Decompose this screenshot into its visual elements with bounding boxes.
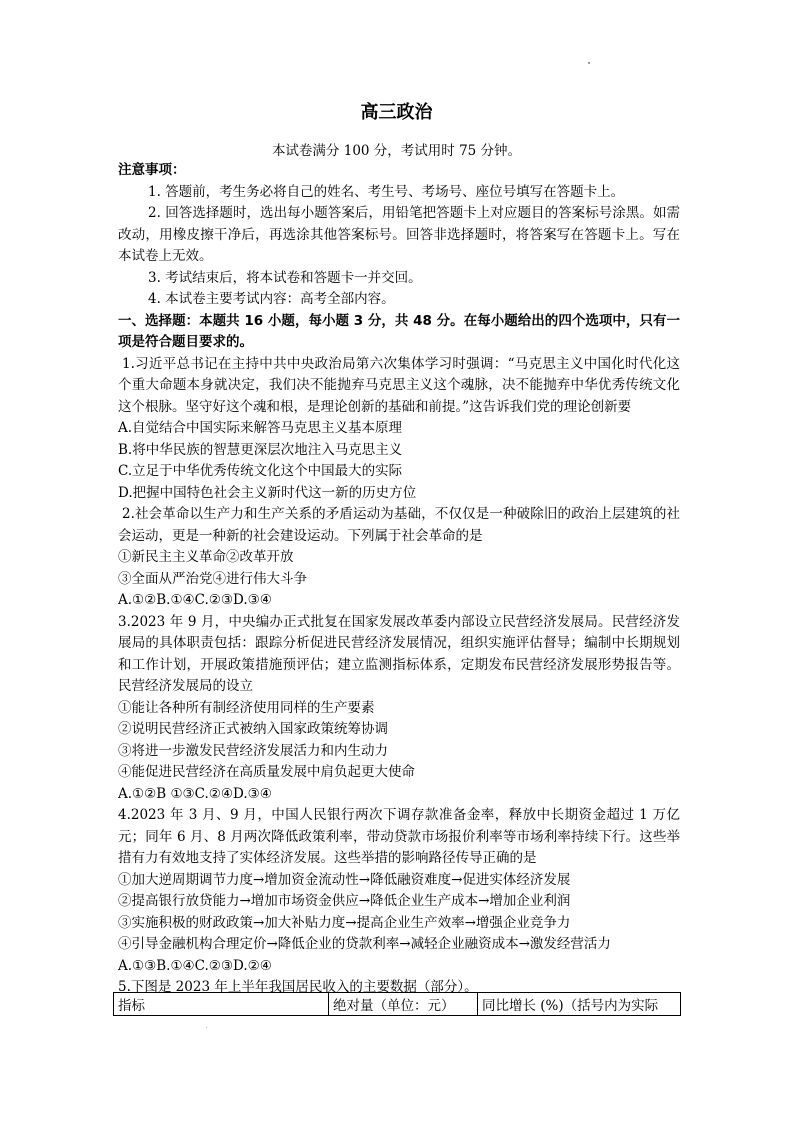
question-3-item: ①能让各种所有制经济使用同样的生产要素 [118, 699, 375, 716]
question-2-item: ③全面从严治党④进行伟大斗争 [118, 570, 307, 587]
section-heading: 一、选择题：本题共 16 小题，每小题 3 分，共 48 分。在每小题给出的四个选项中，只有一项是符合题目要求的。 [118, 312, 680, 350]
question-4-item: ①加大逆周期调节力度→增加资金流动性→降低融资难度→促进实体经济发展 [118, 871, 571, 888]
question-1-option-a: A.自觉结合中国实际来解答马克思主义基本原理 [118, 420, 403, 436]
question-2-item: ①新民主主义革命②改革开放 [118, 549, 294, 565]
question-4-answers: A.①③B.①④C.②③D.②④ [118, 957, 272, 974]
question-3-answers: A.①②B ①③C.②④D.③④ [118, 785, 272, 802]
question-3-item: ②说明民营经济正式被纳入国家政策统筹协调 [118, 721, 388, 737]
scan-mark [206, 1027, 207, 1028]
exam-info: 本试卷满分 100 分，考试用时 75 分钟。 [271, 143, 522, 159]
question-1-option-c: C.立足于中华优秀传统文化这个中国最大的实际 [118, 463, 403, 479]
notice-item-3: 3. 考试结束后，将本试卷和答题卡一并交回。 [148, 269, 422, 286]
notice-item-2: 2. 回答选择题时，选出每小题答案后，用铅笔把答题卡上对应题目的答案标号涂黑。如需改动，用橡皮擦干净后，再选涂其他答案标号。回答非选择题时，将答案写在答题卡上。写在本试卷上无效。 [118, 205, 680, 264]
notice-item-4: 4. 本试卷主要考试内容：高考全部内容。 [148, 291, 395, 307]
notice-item-1: 1. 答题前，考生务必将自己的姓名、考生号、考场号、座位号填写在答题卡上。 [148, 183, 625, 200]
table-header-row [114, 993, 681, 1016]
question-3-item: ③将进一步激发民营经济发展活力和内生动力 [118, 742, 388, 759]
table-header-cell: 绝对量（单位：元） [329, 993, 478, 1016]
exam-content [118, 160, 680, 999]
table-header-cell: 指标 [114, 993, 329, 1016]
income-data-table [113, 992, 681, 1016]
scan-mark [588, 62, 590, 64]
table-header-cell: 同比增长 (%)（括号内为实际 [478, 993, 681, 1016]
question-4-item: ②提高银行放贷能力→增加市场资金供应→降低企业生产成本→增加企业利润 [118, 893, 571, 909]
page-title: 高三政治 [360, 102, 433, 123]
question-2-answers: A.①②B.①④C.②③D.③④ [118, 592, 272, 608]
question-1-option-b: B.将中华民族的智慧更深层次地注入马克思主义 [118, 441, 403, 458]
question-4-stem: 4.2023 年 3 月、9 月，中国人民银行两次下调存款准备金率，释放中长期资金超过 1 万亿元；同年 6 月、8 月两次降低政策利率，带动贷款市场报价利率等市场利率持续下行。这些举措有力有效地支持了实体经济发展。这些举措的影响路径传导正确的是 [118, 807, 680, 866]
question-1-stem: 1.习近平总书记在主持中共中央政治局第六次集体学习时强调：“马克思主义中国化时代化这个重大命题本身就决定，我们决不能抛弃马克思主义这个魂脉，决不能抛弃中华优秀传统文化这个根脉。坚守好这个魂和根，是理论创新的基础和前提。”这告诉我们党的理论创新要 [118, 355, 680, 415]
question-3-item: ④能促进民营经济在高质量发展中肩负起更大使命 [118, 764, 415, 780]
notice-heading: 注意事项： [118, 162, 186, 178]
question-5-stem: 5.下图是 2023 年上半年我国居民收入的主要数据（部分）。 [118, 979, 478, 995]
question-4-item: ④引导金融机构合理定价→降低企业的贷款利率→减轻企业融资成本→激发经营活力 [118, 936, 611, 952]
question-2-stem: 2.社会革命以生产力和生产关系的矛盾运动为基础，不仅仅是一种破除旧的政治上层建筑的社会运动，更是一种新的社会建设运动。下列属于社会革命的是 [118, 506, 680, 544]
question-4-item: ③实施积极的财政政策→加大补贴力度→提高企业生产效率→增强企业竞争力 [118, 914, 571, 931]
question-3-stem: 3.2023 年 9 月，中央编办正式批复在国家发展改革委内部设立民营经济发展局。民营经济发展局的具体职责包括：跟踪分析促进民营经济发展情况，组织实施评估督导；编制中长期规划和工作计划，开展政策措施预评估；建立监测指标体系，定期发布民营经济发展形势报告等。民营经济发展局的设立 [118, 613, 680, 694]
question-1-option-d: D.把握中国特色社会主义新时代这一新的历史方位 [118, 484, 417, 501]
